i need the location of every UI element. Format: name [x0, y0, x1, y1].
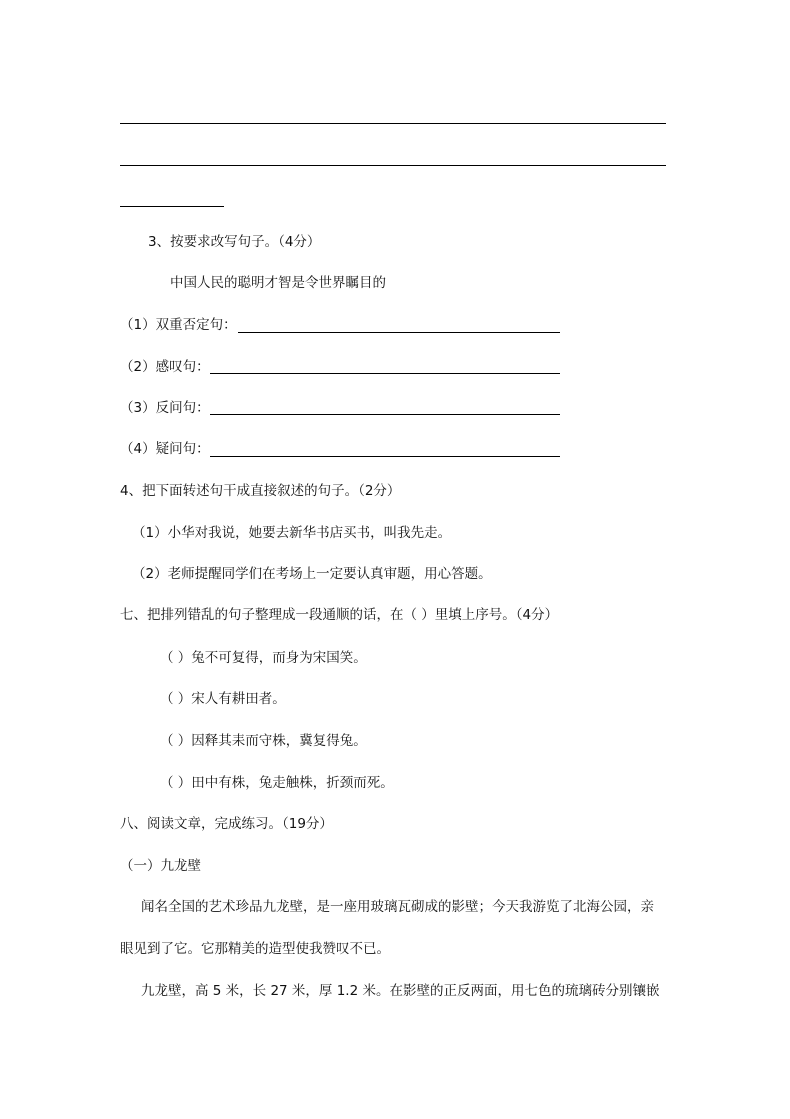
- q8-paragraph-1: 闻名全国的艺术珍品九龙壁，是一座用玻璃瓦砌成的影壁；今天我游览了北海公园，亲: [141, 899, 654, 915]
- q8-paragraph-1-cont: 眼见到了它。它那精美的造型使我赞叹不已。: [120, 941, 390, 957]
- q3-item-1-label: （1）双重否定句：: [120, 317, 237, 333]
- answer-line-2: [120, 165, 666, 166]
- q8-section-title: （一）九龙壁: [120, 858, 201, 874]
- q3-item-2-line[interactable]: [210, 373, 560, 374]
- q7-item-3: （ ）因释其耒而守株，冀复得兔。: [160, 733, 367, 749]
- q3-item-3-line[interactable]: [210, 414, 560, 415]
- q3-title: 3、按要求改写句子。（4分）: [148, 234, 321, 250]
- q3-base-sentence: 中国人民的聪明才智是令世界瞩目的: [170, 275, 386, 291]
- q3-item-3-label: （3）反问句：: [120, 400, 210, 416]
- q7-item-4: （ ）田中有株，兔走触株，折颈而死。: [160, 775, 394, 791]
- q8-title: 八、阅读文章，完成练习。（19分）: [120, 816, 333, 832]
- q3-item-4-label: （4）疑问句：: [120, 441, 210, 457]
- q7-item-2: （ ）宋人有耕田者。: [160, 691, 286, 707]
- q7-item-1: （ ）兔不可复得，而身为宋国笑。: [160, 650, 367, 666]
- q8-paragraph-2: 九龙壁，高 5 米，长 27 米，厚 1.2 米。在影壁的正反两面，用七色的琉璃砖分别镶嵌: [141, 983, 660, 999]
- answer-line-1: [120, 123, 666, 124]
- q4-item-1: （1）小华对我说，她要去新华书店买书，叫我先走。: [132, 525, 452, 541]
- q3-item-1-line[interactable]: [238, 332, 560, 333]
- q4-item-2: （2）老师提醒同学们在考场上一定要认真审题，用心答题。: [132, 566, 492, 582]
- answer-line-3: [120, 206, 224, 207]
- q3-item-2-label: （2）感叹句：: [120, 359, 210, 375]
- q3-item-4-line[interactable]: [210, 456, 560, 457]
- q4-title: 4、把下面转述句干成直接叙述的句子。（2分）: [120, 483, 401, 499]
- q7-title: 七、把排列错乱的句子整理成一段通顺的话，在（ ）里填上序号。（4分）: [120, 607, 559, 623]
